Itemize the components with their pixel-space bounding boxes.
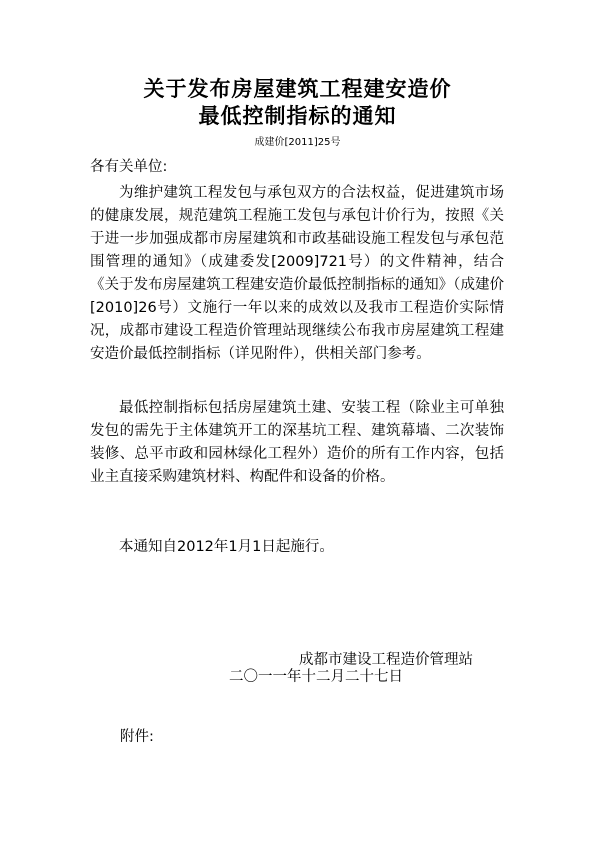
salutation: 各有关单位: [90, 159, 168, 175]
body-paragraph-1: 为维护建筑工程发包与承包双方的合法权益，促进建筑市场的健康发展，规范建筑工程施工发包与承包计价行为，按照《关于进一步加强成都市房屋建筑和市政基础设施工程发包与承包范围管理的通知》（成建委发[2009]721号）的文件精神，结合《关于发布房屋建筑工程建安造价最低控制指标的通知》（成建价[2010]26号）文施行一年以来的成效以及我市工程造价实际情况，成都市建设工程造价管理站现继续公布我市房屋建筑工程建安造价最低控制指标（详见附件），供相关部门参考。 [90, 185, 504, 362]
attachment-label: 附件: [120, 729, 154, 745]
document-number: 成建价[2011]25号 [254, 137, 341, 148]
document-title-line-1: 关于发布房屋建筑工程建安造价 [143, 77, 452, 101]
document-title-line-2: 最低控制指标的通知 [198, 104, 397, 128]
issue-date: 二〇一一年十二月二十七日 [229, 669, 403, 685]
body-paragraph-2: 最低控制指标包括房屋建筑土建、安装工程（除业主可单独发包的需先于主体建筑开工的深基坑工程、建筑幕墙、二次装饰装修、总平市政和园林绿化工程外）造价的所有工作内容，包括业主直接采购建筑材料、构配件和设备的价格。 [90, 400, 504, 485]
body-paragraph-3: 本通知自2012年1月1日起施行。 [119, 539, 334, 555]
issuer-signature: 成都市建设工程造价管理站 [299, 652, 473, 668]
